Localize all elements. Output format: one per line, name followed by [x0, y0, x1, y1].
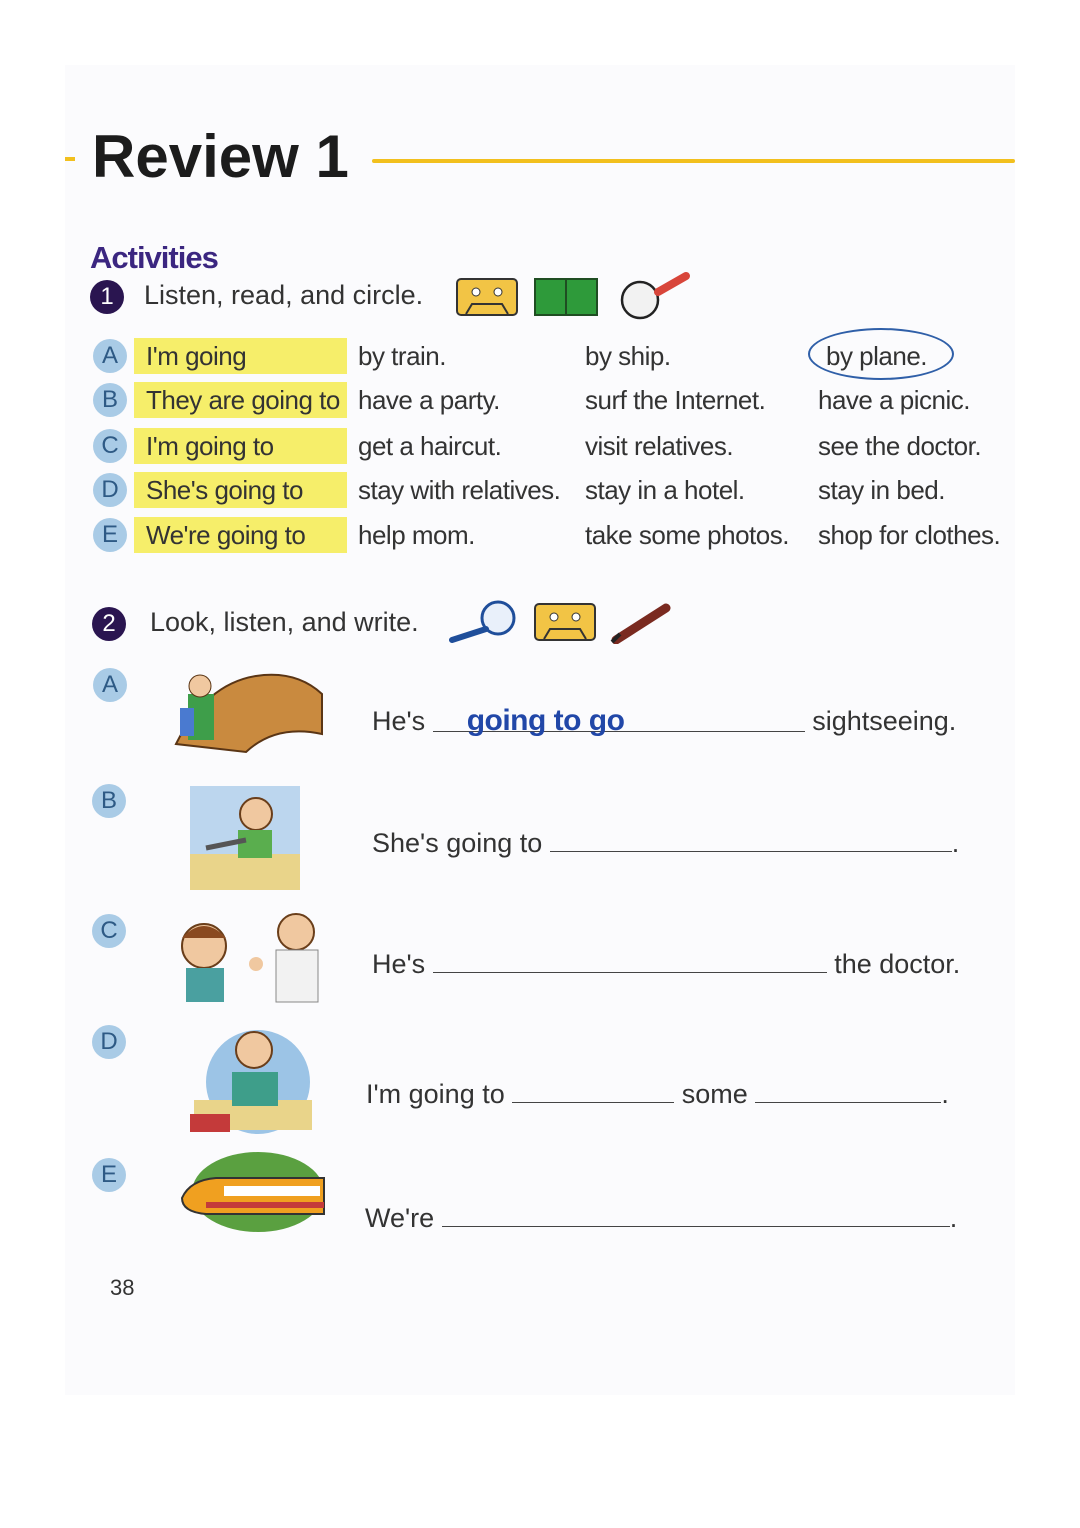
option-choice[interactable]: by ship.	[585, 341, 671, 371]
option-choice[interactable]: have a party.	[358, 385, 500, 415]
boy-reading-illustration	[184, 1020, 314, 1136]
sentence-c: He's the doctor.	[372, 945, 960, 980]
sentence-stem: We're going to	[134, 517, 347, 553]
boy-and-doctor-illustration	[164, 906, 328, 1004]
cassette-icon	[534, 603, 596, 641]
cassette-icon	[456, 278, 518, 316]
sentence-d: I'm going to some .	[366, 1075, 949, 1110]
magnifier-pencil-icon	[618, 270, 694, 320]
book-icon	[534, 278, 598, 316]
option-choice[interactable]: visit relatives.	[585, 431, 734, 461]
option-choice[interactable]: surf the Internet.	[585, 385, 766, 415]
page-number: 38	[110, 1275, 135, 1300]
item-letter: E	[92, 1158, 126, 1192]
option-choice[interactable]: stay in a hotel.	[585, 475, 745, 505]
item-letter: D	[92, 1025, 126, 1059]
activity-number: 2	[92, 607, 126, 641]
item-letter: A	[93, 668, 127, 702]
sentence-b: She's going to .	[372, 824, 959, 859]
answer-blank[interactable]	[550, 824, 952, 852]
option-choice[interactable]: take some photos.	[585, 520, 789, 550]
option-choice[interactable]: see the doctor.	[818, 431, 982, 461]
row-letter: D	[93, 473, 127, 507]
activity-instruction: Listen, read, and circle.	[144, 280, 424, 310]
sentence-stem: They are going to	[134, 382, 347, 418]
item-letter: C	[92, 914, 126, 948]
train-illustration	[176, 1152, 326, 1242]
answer-circle	[808, 328, 954, 380]
sentence-stem: I'm going to	[134, 428, 347, 464]
girl-model-plane-illustration	[186, 784, 304, 892]
sentence-stem: I'm going	[134, 338, 347, 374]
option-choice[interactable]: shop for clothes.	[818, 520, 1001, 550]
option-choice[interactable]: have a picnic.	[818, 385, 970, 415]
answer-blank[interactable]	[433, 704, 805, 737]
section-heading: Activities	[90, 240, 218, 275]
answer-blank[interactable]	[755, 1075, 941, 1103]
option-choice[interactable]: by plane.	[826, 341, 928, 371]
option-choice[interactable]: stay in bed.	[818, 475, 945, 505]
row-letter: B	[93, 383, 127, 417]
sentence-stem: She's going to	[134, 472, 347, 508]
answer-blank[interactable]	[512, 1075, 674, 1103]
sentence-a: He's going to go sightseeing.	[372, 704, 957, 737]
option-choice[interactable]: help mom.	[358, 520, 475, 550]
activity-instruction: Look, listen, and write.	[150, 607, 419, 637]
sentence-e: We're .	[365, 1199, 957, 1234]
pencil-icon	[610, 600, 676, 644]
row-letter: A	[93, 339, 127, 373]
answer-blank[interactable]	[442, 1199, 950, 1227]
great-wall-illustration	[166, 664, 324, 760]
row-letter: C	[93, 429, 127, 463]
row-letter: E	[93, 518, 127, 552]
option-choice[interactable]: stay with relatives.	[358, 475, 561, 505]
written-answer: going to go	[466, 704, 625, 737]
item-letter: B	[92, 784, 126, 818]
answer-blank[interactable]	[433, 945, 827, 973]
title-underline	[372, 159, 1015, 163]
magnifier-icon	[446, 598, 522, 644]
option-choice[interactable]: by train.	[358, 341, 446, 371]
activity-number: 1	[90, 280, 124, 314]
page-title: Review 1	[92, 123, 349, 190]
title-dash	[65, 157, 75, 161]
option-choice[interactable]: get a haircut.	[358, 431, 502, 461]
